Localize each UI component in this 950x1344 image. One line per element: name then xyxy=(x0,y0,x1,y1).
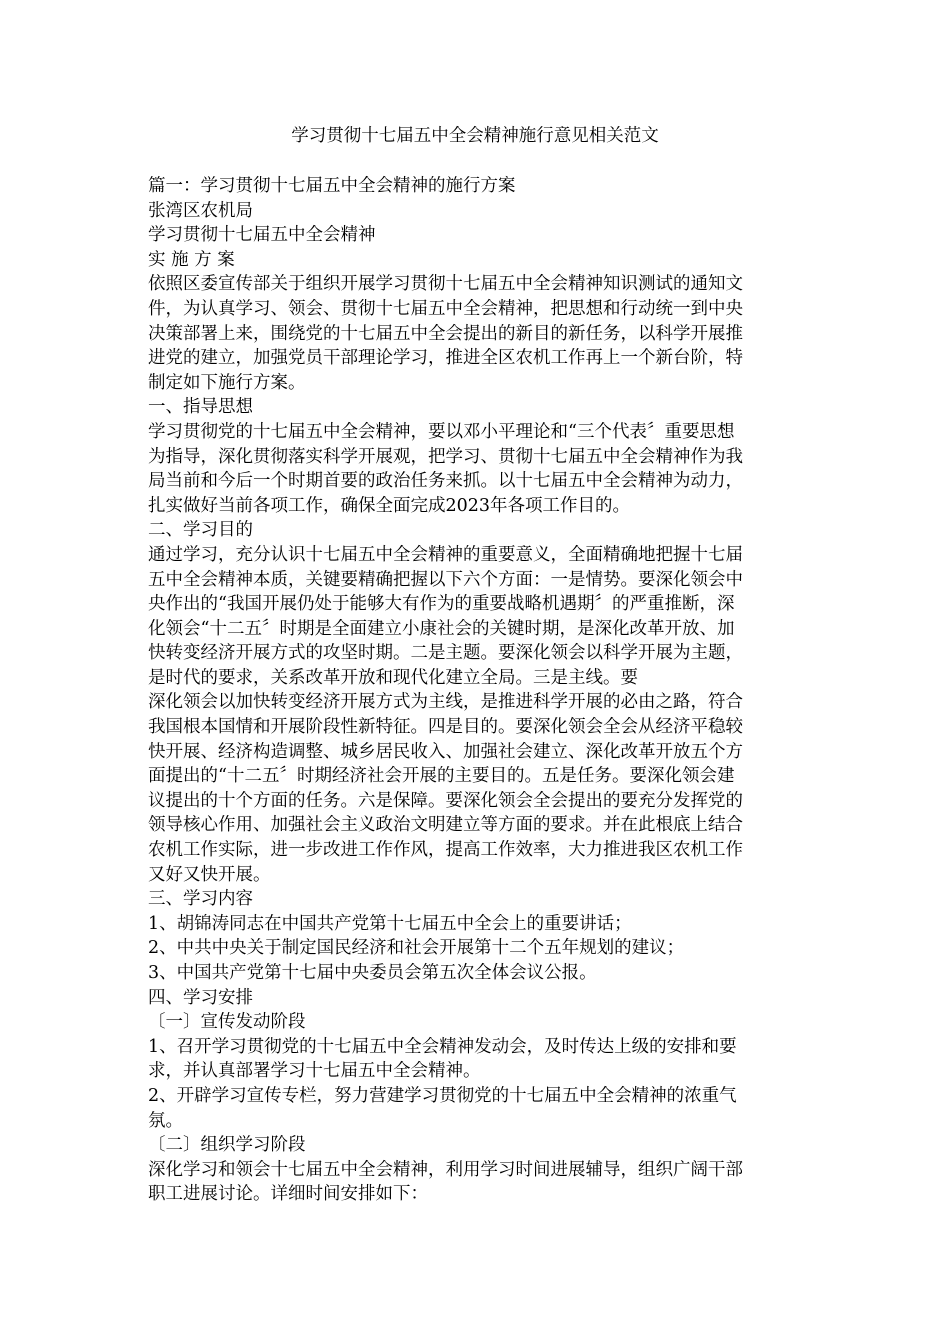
body-text-line: 四、学习安排 xyxy=(148,987,253,1008)
body-text-line: 二、学习目的 xyxy=(148,520,253,541)
body-text-line: 五中全会精神本质，关键要精确把握以下六个方面：一是情势。要深化领会中 xyxy=(148,569,743,590)
body-text-line: 化领会“十二五〞时期是全面建立小康社会的关键时期，是深化改革开放、加 xyxy=(148,618,735,639)
body-text-line: 依照区委宣传部关于组织开展学习贯彻十七届五中全会精神知识测试的通知文 xyxy=(148,274,743,295)
body-text-line: 快开展、经济构造调整、城乡居民收入、加强社会建立、深化改革开放五个方 xyxy=(148,741,743,762)
body-text-line: 议提出的十个方面的任务。六是保障。要深化领会全会提出的要充分发挥党的 xyxy=(148,790,743,811)
body-text-line: 农机工作实际，进一步改进工作作风，提高工作效率，大力推进我区农机工作 xyxy=(148,840,743,861)
body-text-line: 又好又快开展。 xyxy=(148,864,271,885)
body-text-line: 学习贯彻党的十七届五中全会精神，要以邓小平理论和“三个代表〞重要思想 xyxy=(148,421,735,442)
body-text-line: 职工进展讨论。详细时间安排如下： xyxy=(148,1184,428,1205)
document-body xyxy=(148,174,804,1207)
body-text-line: 求，并认真部署学习十七届五中全会精神。 xyxy=(148,1061,481,1082)
body-text-line: 张湾区农机局 xyxy=(148,200,253,221)
body-text-line: 1、胡锦涛同志在中国共产党第十七届五中全会上的重要讲话； xyxy=(148,913,632,934)
body-text-line: 氛。 xyxy=(148,1110,183,1131)
body-text-line: 1、召开学习贯彻党的十七届五中全会精神发动会，及时传达上级的安排和要 xyxy=(148,1036,737,1057)
document-title: 学习贯彻十七届五中全会精神施行意见相关范文 xyxy=(291,126,659,146)
body-text-line: 实 施 方 案 xyxy=(148,249,235,270)
body-text-line: 2、开辟学习宣传专栏，努力营建学习贯彻党的十七届五中全会精神的浓重气 xyxy=(148,1085,737,1106)
body-text-line: 是时代的要求，关系改革开放和现代化建立全局。三是主线。要 xyxy=(148,667,638,688)
body-text-line: 件，为认真学习、领会、贯彻十七届五中全会精神，把思想和行动统一到中央 xyxy=(148,298,743,319)
body-text-line: 进党的建立，加强党员干部理论学习，推进全区农机工作再上一个新台阶，特 xyxy=(148,348,743,369)
body-text-line: 2、中共中央关于制定国民经济和社会开展第十二个五年规划的建议； xyxy=(148,938,685,959)
body-text-line: 学习贯彻十七届五中全会精神 xyxy=(148,225,376,246)
body-text-line: 3、中国共产党第十七届中央委员会第五次全体会议公报。 xyxy=(148,963,597,983)
body-text-line: 制定如下施行方案。 xyxy=(148,372,306,393)
body-text-line: 扎实做好当前各项工作，确保全面完成2023年各项工作目的。 xyxy=(148,495,631,516)
body-text-line: 〔一〕宣传发动阶段 xyxy=(148,1012,306,1033)
body-text-line: 一、指导思想 xyxy=(148,397,253,418)
body-text-line: 深化学习和领会十七届五中全会精神，利用学习时间进展辅导，组织广阔干部 xyxy=(148,1159,743,1180)
body-text-line: 局当前和今后一个时期首要的政治任务来抓。以十七届五中全会精神为动力， xyxy=(148,471,743,492)
body-text-line: 我国根本国情和开展阶段性新特征。四是目的。要深化领会全会从经济平稳较 xyxy=(148,717,743,738)
body-text-line: 〔二〕组织学习阶段 xyxy=(148,1135,306,1156)
body-text-line: 央作出的“我国开展仍处于能够大有作为的重要战略机遇期〞的严重推断，深 xyxy=(148,594,735,615)
body-text-line: 篇一：学习贯彻十七届五中全会精神的施行方案 xyxy=(148,176,516,196)
body-text-line: 三、学习内容 xyxy=(148,889,253,910)
body-text-line: 面提出的“十二五〞时期经济社会开展的主要目的。五是任务。要深化领会建 xyxy=(148,766,735,787)
body-text-line: 快转变经济开展方式的攻坚时期。二是主题。要深化领会以科学开展为主题， xyxy=(148,643,743,664)
body-text-line: 决策部署上来，围绕党的十七届五中全会提出的新目的新任务，以科学开展推 xyxy=(148,323,743,344)
body-text-line: 深化领会以加快转变经济开展方式为主线，是推进科学开展的必由之路，符合 xyxy=(148,692,743,713)
body-text-line: 为指导，深化贯彻落实科学开展观，把学习、贯彻十七届五中全会精神作为我 xyxy=(148,446,743,467)
body-text-line: 通过学习，充分认识十七届五中全会精神的重要意义，全面精确地把握十七届 xyxy=(148,544,743,565)
body-text-line: 领导核心作用、加强社会主义政治文明建立等方面的要求。并在此根底上结合 xyxy=(148,815,743,836)
